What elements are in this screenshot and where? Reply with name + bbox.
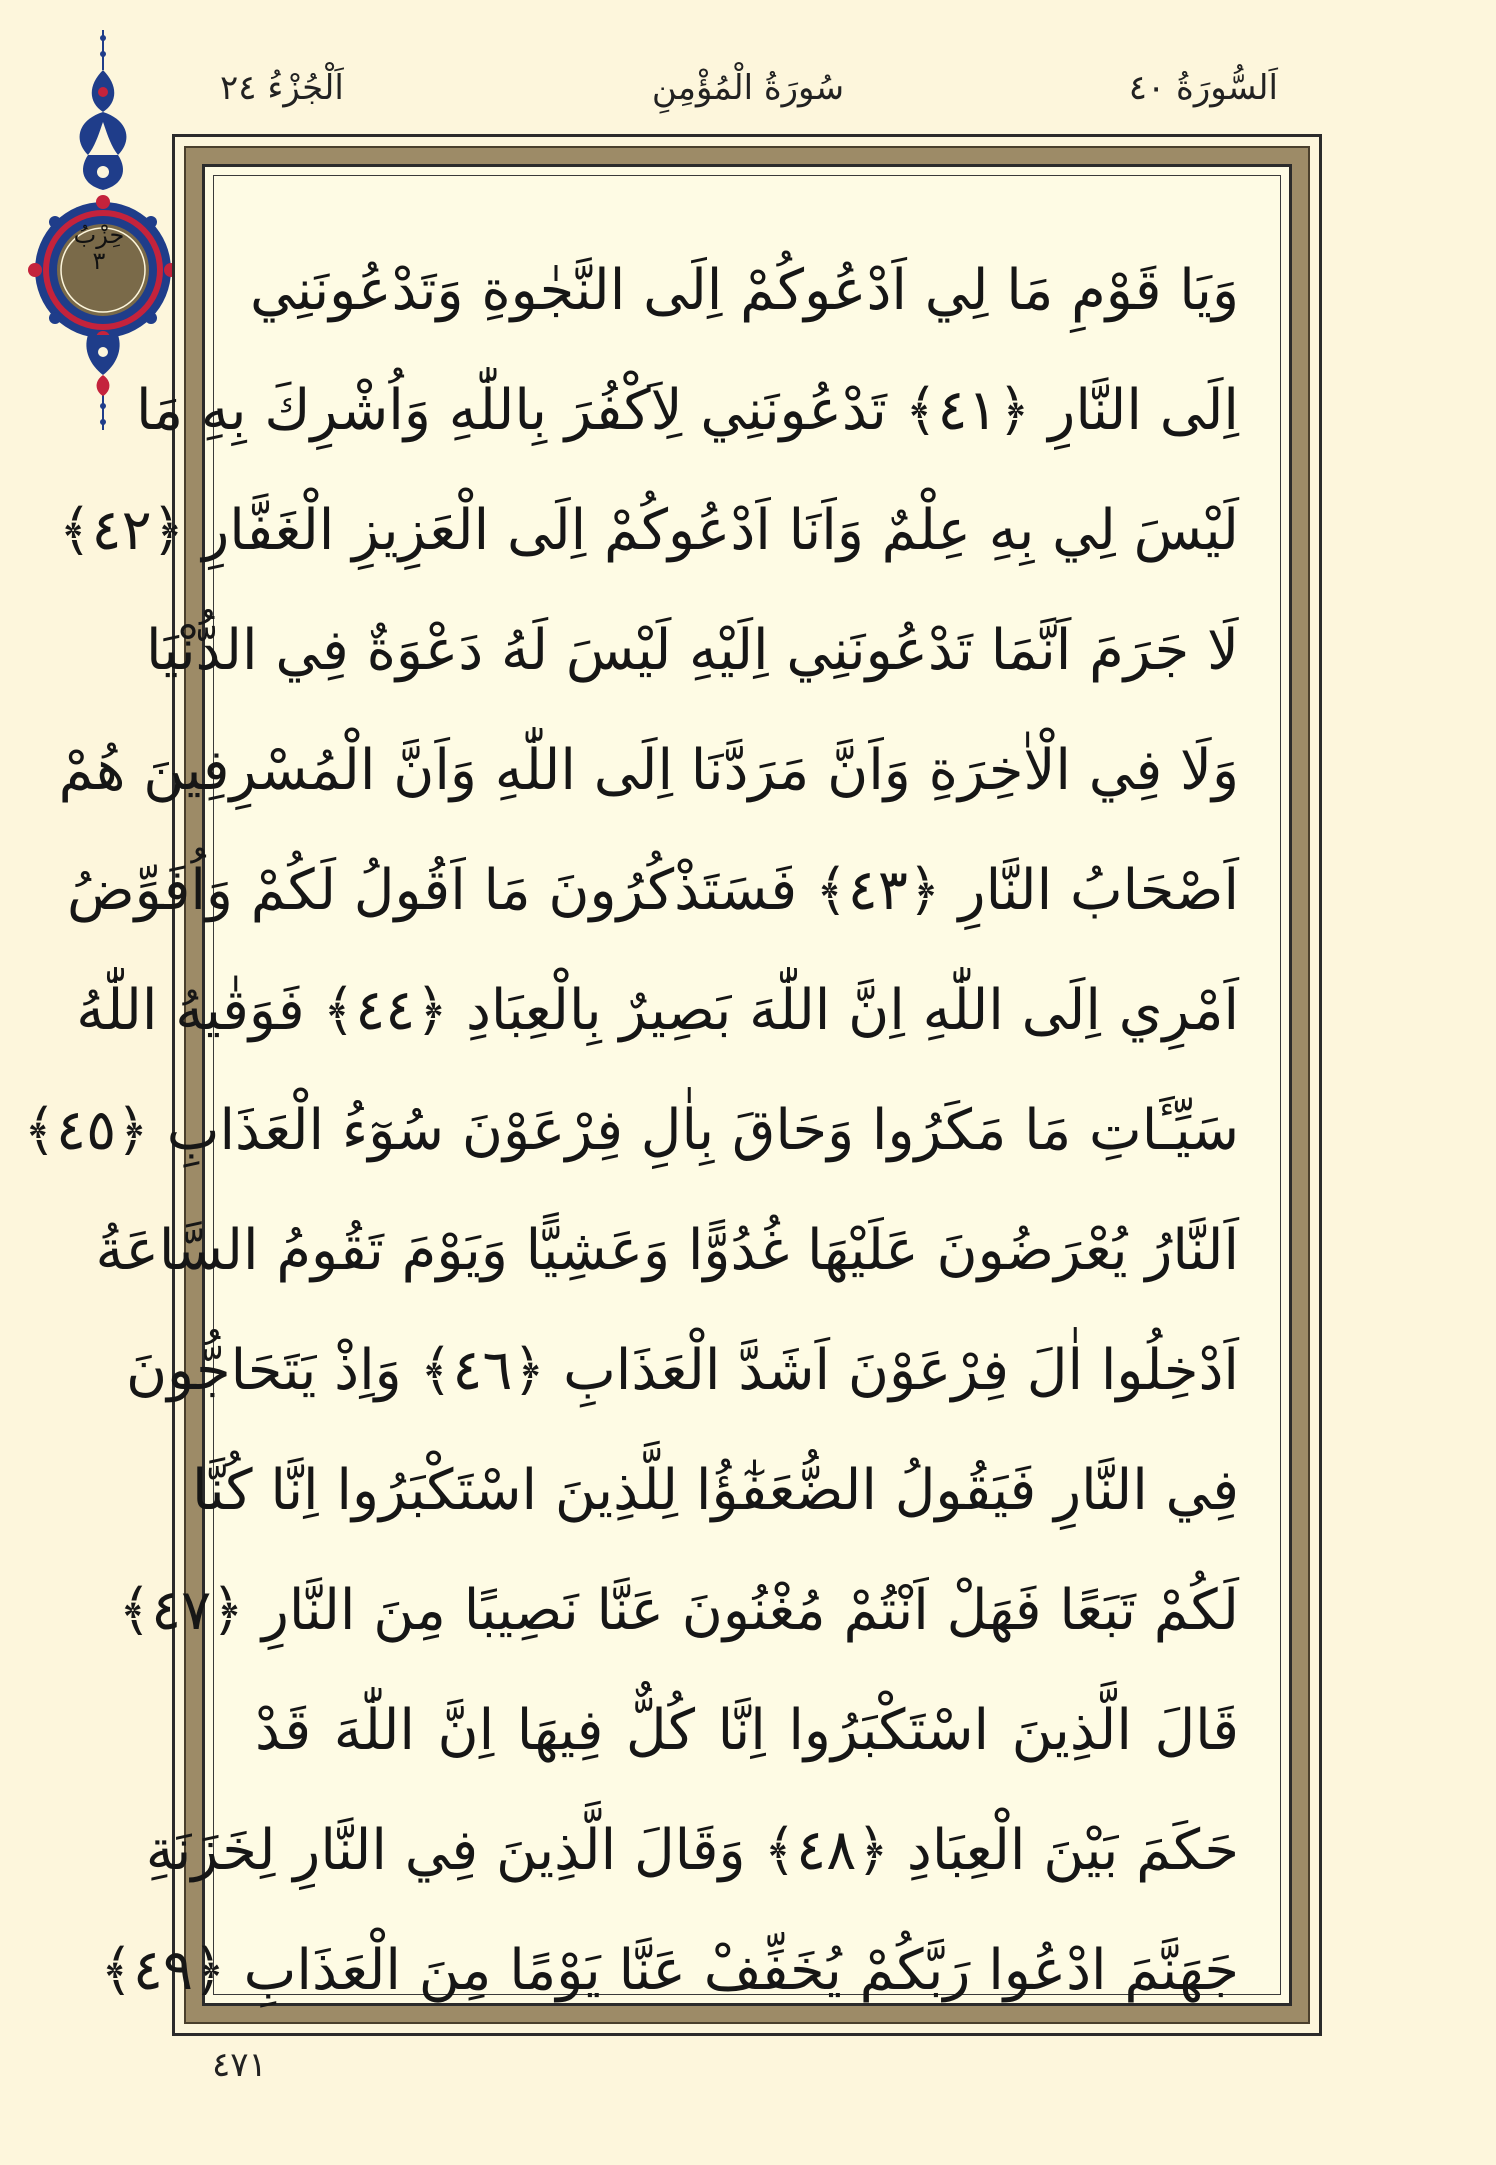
verse-line: جَهَنَّمَ ادْعُوا رَبَّكُمْ يُخَفِّفْ عَنَّا يَوْمًا مِنَ الْعَذَابِ ﴿٤٩﴾ <box>100 1938 1239 2003</box>
verse-line: اَمْرِي اِلَى اللّٰهِ اِنَّ اللّٰهَ بَصِيرٌ بِالْعِبَادِ ﴿٤٤﴾ فَوَقٰيهُ اللّٰهُ <box>76 978 1239 1043</box>
hizb-number: ٣ <box>92 247 106 275</box>
verse-line: وَيَا قَوْمِ مَا لِي اَدْعُوكُمْ اِلَى النَّجٰوةِ وَتَدْعُونَنِي <box>250 258 1239 323</box>
verse-line: اَلنَّارُ يُعْرَضُونَ عَلَيْهَا غُدُوًّا وَعَشِيًّا وَيَوْمَ تَقُومُ السَّاعَةُ <box>95 1218 1239 1283</box>
verse-line: سَيِّـَٔاتِ مَا مَكَرُوا وَحَاقَ بِاٰلِ فِرْعَوْنَ سُوٓءُ الْعَذَابِ ﴿٤٥﴾ <box>23 1098 1239 1163</box>
verse-line: حَكَمَ بَيْنَ الْعِبَادِ ﴿٤٨﴾ وَقَالَ الَّذِينَ فِي النَّارِ لِخَزَنَةِ <box>145 1818 1239 1883</box>
hizb-label-text: حِزْبُ <box>73 221 125 249</box>
verse-line: فِي النَّارِ فَيَقُولُ الضُّعَفٰٓؤُا لِلَّذِينَ اسْتَكْبَرُوا اِنَّا كُنَّا <box>191 1458 1239 1523</box>
verse-line: اِلَى النَّارِ ﴿٤١﴾ تَدْعُونَنِي لِاَكْفُرَ بِاللّٰهِ وَاُشْرِكَ بِهِ مَا <box>136 378 1239 443</box>
page-number: ٤٧١ <box>212 2045 267 2085</box>
verse-line: لَا جَرَمَ اَنَّمَا تَدْعُونَنِي اِلَيْهِ لَيْسَ لَهُ دَعْوَةٌ فِي الدُّنْيَا <box>145 618 1239 683</box>
surah-title: سُورَةُ الْمُؤْمِنِ <box>651 68 845 108</box>
verse-line: وَلَا فِي الْاٰخِرَةِ وَاَنَّ مَرَدَّنَا اِلَى اللّٰهِ وَاَنَّ الْمُسْرِفِينَ هُمْ <box>58 738 1239 803</box>
verse-line: لَيْسَ لِي بِهِ عِلْمٌ وَاَنَا اَدْعُوكُمْ اِلَى الْعَزِيزِ الْغَفَّارِ ﴿٤٢﴾ <box>58 498 1239 563</box>
verse-line: قَالَ الَّذِينَ اسْتَكْبَرُوا اِنَّا كُلٌّ فِيهَا اِنَّ اللّٰهَ قَدْ <box>255 1698 1239 1763</box>
surah-number-label: اَلسُّورَةُ ٤٠ <box>1128 68 1278 108</box>
hizb-label <box>54 222 144 274</box>
juz-label: اَلْجُزْءُ ٢٤ <box>220 68 344 108</box>
verse-line: لَكُمْ تَبَعًا فَهَلْ اَنْتُمْ مُغْنُونَ عَنَّا نَصِيبًا مِنَ النَّارِ ﴿٤٧﴾ <box>118 1578 1239 1643</box>
verse-line: اَدْخِلُوا اٰلَ فِرْعَوْنَ اَشَدَّ الْعَذَابِ ﴿٤٦﴾ وَاِذْ يَتَحَاجُّونَ <box>125 1338 1239 1403</box>
verse-line: اَصْحَابُ النَّارِ ﴿٤٣﴾ فَسَتَذْكُرُونَ مَا اَقُولُ لَكُمْ وَاُفَوِّضُ <box>66 858 1239 923</box>
